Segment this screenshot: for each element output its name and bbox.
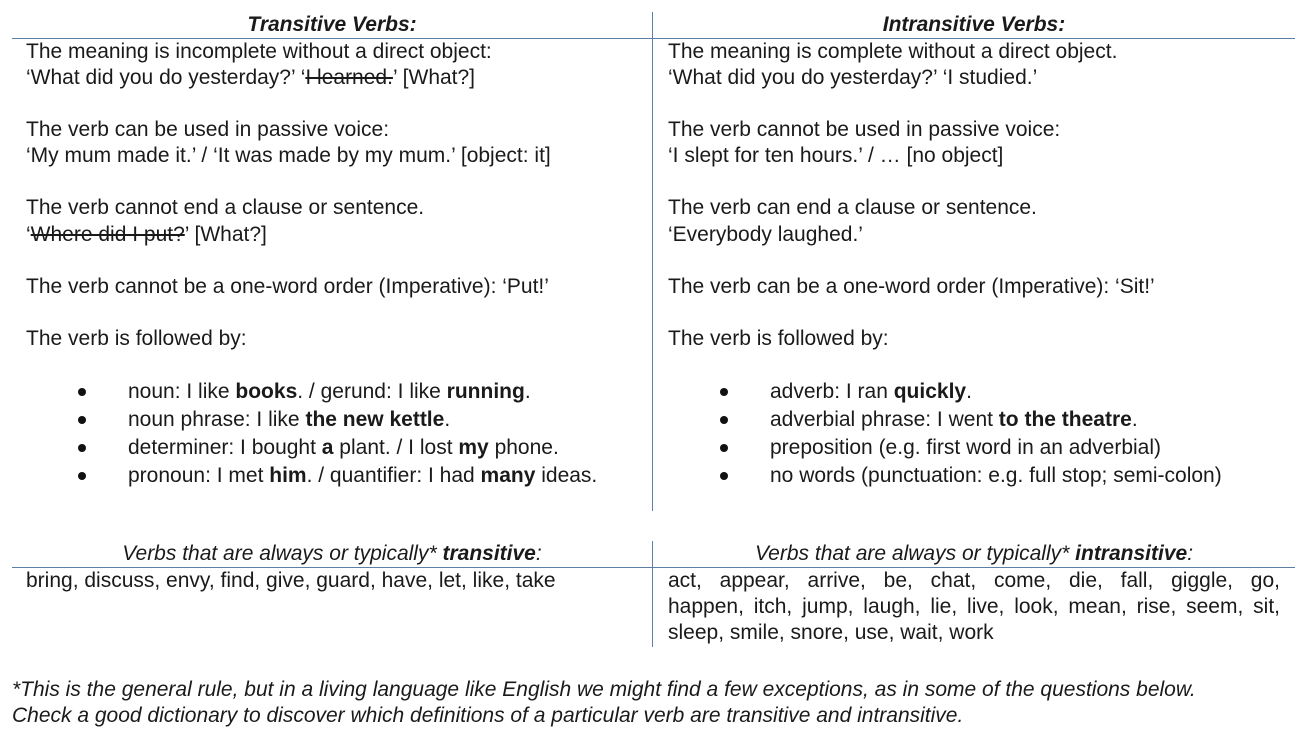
list-item: adverbial phrase: I went to the theatre. <box>770 408 1138 431</box>
list-item: no words (punctuation: e.g. full stop; semi-colon) <box>770 464 1222 487</box>
bullet-icon <box>720 388 728 396</box>
transitive-imperative: The verb cannot be a one-word order (Imperative): ‘Put!’ <box>26 275 549 298</box>
bullet-icon <box>720 472 728 480</box>
list-item: pronoun: I met him. / quantifier: I had many ideas. <box>128 464 598 487</box>
bottom-column-divider <box>652 541 653 647</box>
intransitive-end-example: ‘Everybody laughed.’ <box>668 223 863 246</box>
transitive-header: Transitive Verbs: <box>247 13 417 36</box>
intransitive-passive-example: ‘I slept for ten hours.’ / … [no object] <box>668 144 1004 167</box>
column-divider <box>652 12 653 511</box>
list-item: determiner: I bought a plant. / I lost my phone. <box>128 436 559 459</box>
list-item: noun: I like books. / gerund: I like running. <box>128 380 531 403</box>
bullet-icon <box>78 416 86 424</box>
bullet-icon <box>78 444 86 452</box>
transitive-verbs-header: Verbs that are always or typically* transitive: <box>122 542 542 565</box>
transitive-passive-example: ‘My mum made it.’ / ‘It was made by my mum.’ [object: it] <box>26 144 551 167</box>
bullet-icon <box>78 388 86 396</box>
intransitive-meaning-rule: The meaning is complete without a direct object. <box>668 40 1118 63</box>
intransitive-passive-rule: The verb cannot be used in passive voice: <box>668 118 1061 141</box>
intransitive-verbs-list <box>668 568 1280 646</box>
verbs-line: sleep, smile, snore, use, wait, work <box>668 621 994 644</box>
transitive-verbs-list: bring, discuss, envy, find, give, guard, have, let, like, take <box>26 569 556 592</box>
list-item: preposition (e.g. first word in an adverbial) <box>770 436 1162 459</box>
verbs-line: act, appear, arrive, be, chat, come, die, fall, giggle, go, <box>668 569 1280 592</box>
transitive-end-example: ‘Where did I put?’ [What?] <box>26 223 267 246</box>
intransitive-header: Intransitive Verbs: <box>882 13 1066 36</box>
transitive-followed-by: The verb is followed by: <box>26 327 247 350</box>
list-item: noun phrase: I like the new kettle. <box>128 408 451 431</box>
transitive-passive-rule: The verb can be used in passive voice: <box>26 118 390 141</box>
intransitive-verbs-header: Verbs that are always or typically* intransitive: <box>754 542 1194 565</box>
intransitive-imperative: The verb can be a one-word order (Imperative): ‘Sit!’ <box>668 275 1155 298</box>
verbs-line: happen, itch, jump, laugh, lie, live, look, mean, rise, seem, sit, <box>668 595 1280 618</box>
intransitive-followed-by: The verb is followed by: <box>668 327 889 350</box>
bullet-icon <box>720 444 728 452</box>
list-item: adverb: I ran quickly. <box>770 380 972 403</box>
transitive-meaning-example: ‘What did you do yesterday?’ ‘I learned.’ [What?] <box>26 66 476 89</box>
footnote-line: Check a good dictionary to discover which definitions of a particular verb are transitive and intransitive. <box>12 704 964 727</box>
bullet-icon <box>720 416 728 424</box>
struck-answer: I learned. <box>305 66 393 89</box>
transitive-meaning-rule: The meaning is incomplete without a direct object: <box>26 40 492 63</box>
transitive-end-rule: The verb cannot end a clause or sentence. <box>26 196 425 219</box>
struck-question: Where did I put? <box>30 223 185 246</box>
intransitive-meaning-example: ‘What did you do yesterday?’ ‘I studied.’ <box>668 66 1038 89</box>
bullet-icon <box>78 472 86 480</box>
footnote-line: *This is the general rule, but in a living language like English we might find a few exceptions, as in some of the questions below. <box>12 678 1196 701</box>
intransitive-end-rule: The verb can end a clause or sentence. <box>668 196 1037 219</box>
